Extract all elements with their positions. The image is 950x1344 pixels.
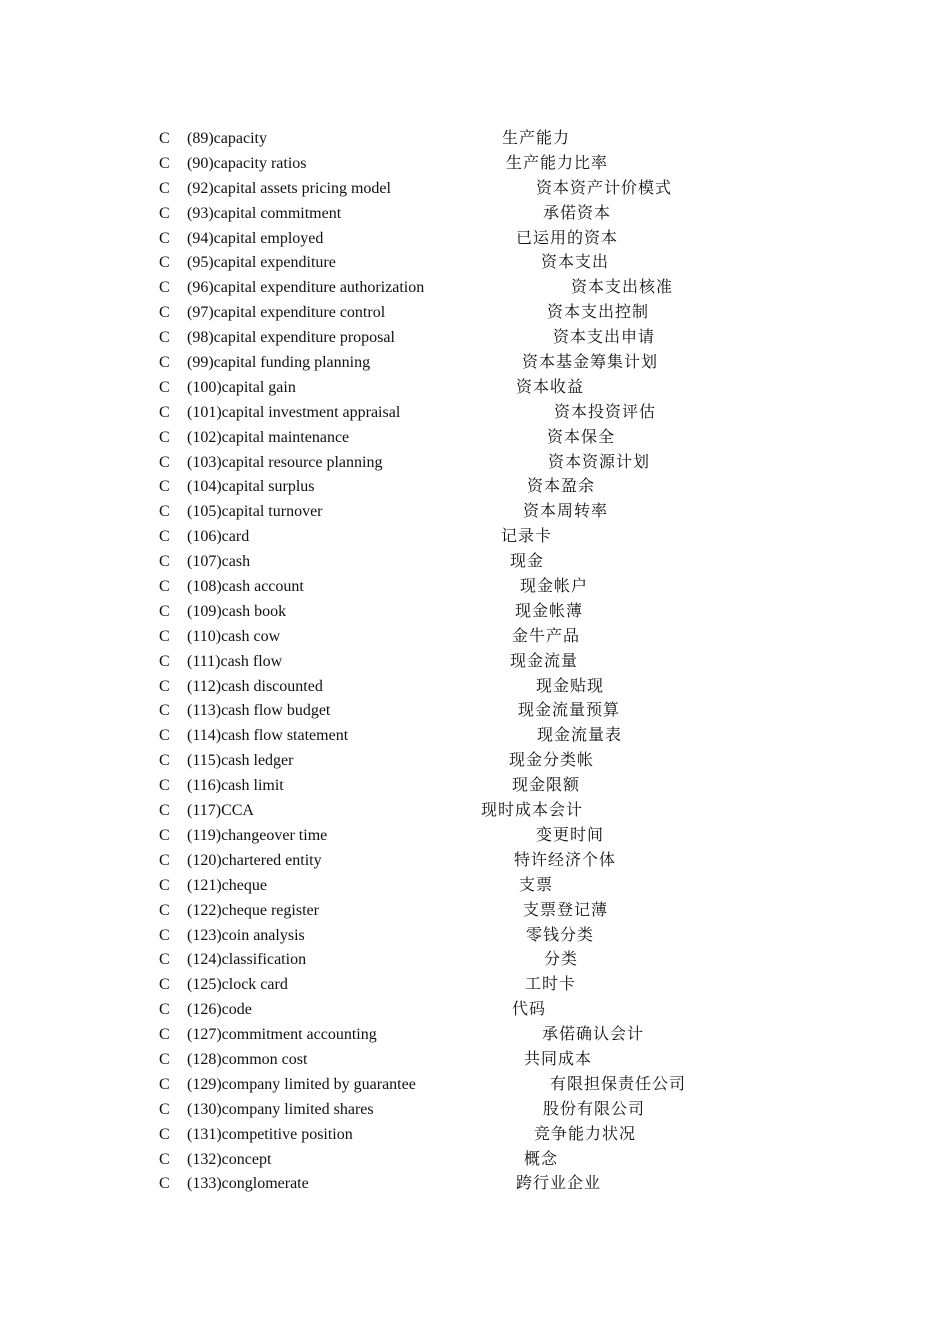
glossary-row (0, 202, 950, 227)
english-term: (98)capital expenditure proposal (187, 329, 395, 347)
section-letter: C (159, 428, 170, 446)
section-letter: C (159, 354, 170, 372)
chinese-translation: 零钱分类 (526, 926, 595, 944)
english-term: (120)chartered entity (187, 851, 322, 869)
chinese-translation: 概念 (524, 1150, 559, 1168)
section-letter: C (159, 204, 170, 222)
chinese-translation: 资本保全 (547, 428, 616, 446)
glossary-row (0, 251, 950, 276)
glossary-row (0, 1098, 950, 1123)
glossary-row (0, 799, 950, 824)
chinese-translation: 现金限额 (512, 777, 581, 795)
glossary-row (0, 675, 950, 700)
chinese-translation: 现金帐户 (520, 578, 589, 596)
glossary-row (0, 575, 950, 600)
glossary-row (0, 475, 950, 500)
glossary-row (0, 749, 950, 774)
chinese-translation: 资本投资评估 (554, 403, 657, 421)
english-term: (133)conglomerate (187, 1175, 309, 1193)
section-letter: C (159, 229, 170, 247)
glossary-list (0, 127, 950, 1197)
section-letter: C (159, 304, 170, 322)
chinese-translation: 现金流量表 (537, 727, 623, 745)
glossary-row (0, 227, 950, 252)
glossary-row (0, 1048, 950, 1073)
english-term: (101)capital investment appraisal (187, 403, 401, 421)
glossary-row (0, 1073, 950, 1098)
chinese-translation: 现金流量 (510, 652, 579, 670)
section-letter: C (159, 329, 170, 347)
english-term: (99)capital funding planning (187, 354, 371, 372)
chinese-translation: 记录卡 (501, 528, 553, 546)
english-term: (104)capital surplus (187, 478, 315, 496)
section-letter: C (159, 130, 170, 147)
glossary-row (0, 699, 950, 724)
chinese-translation: 资本支出核准 (571, 279, 674, 297)
glossary-row (0, 401, 950, 426)
english-term: (95)capital expenditure (187, 254, 336, 272)
english-term: (92)capital assets pricing model (187, 179, 391, 197)
section-letter: C (159, 777, 170, 795)
chinese-translation: 承偌确认会计 (542, 1026, 645, 1044)
glossary-row (0, 774, 950, 799)
chinese-translation: 支票登记薄 (523, 901, 609, 919)
english-term: (115)cash ledger (187, 752, 294, 770)
chinese-translation: 金牛产品 (512, 627, 581, 645)
section-letter: C (159, 179, 170, 197)
english-term: (108)cash account (187, 578, 304, 596)
english-term: (130)company limited shares (187, 1100, 374, 1118)
chinese-translation: 现金帐薄 (515, 602, 584, 620)
glossary-row (0, 451, 950, 476)
english-term: (110)cash cow (187, 627, 281, 645)
glossary-row (0, 426, 950, 451)
section-letter: C (159, 1050, 170, 1068)
english-term: (105)capital turnover (187, 503, 323, 521)
glossary-row (0, 899, 950, 924)
english-term: (100)capital gain (187, 378, 296, 396)
english-term: (126)code (187, 1001, 252, 1019)
english-term: (107)cash (187, 553, 251, 571)
section-letter: C (159, 876, 170, 894)
glossary-row (0, 948, 950, 973)
glossary-row (0, 376, 950, 401)
chinese-translation: 现时成本会计 (481, 802, 584, 820)
chinese-translation: 资本资源计划 (548, 453, 651, 471)
english-term: (129)company limited by guarantee (187, 1075, 416, 1093)
english-term: (127)commitment accounting (187, 1026, 377, 1044)
section-letter: C (159, 553, 170, 571)
section-letter: C (159, 1026, 170, 1044)
section-letter: C (159, 578, 170, 596)
glossary-row (0, 500, 950, 525)
section-letter: C (159, 652, 170, 670)
english-term: (96)capital expenditure authorization (187, 279, 425, 297)
chinese-translation: 现金 (510, 553, 545, 571)
chinese-translation: 已运用的资本 (516, 229, 619, 247)
english-term: (119)changeover time (187, 826, 328, 844)
section-letter: C (159, 727, 170, 745)
english-term: (116)cash limit (187, 777, 284, 795)
english-term: (89)capacity (187, 130, 267, 147)
glossary-row (0, 824, 950, 849)
glossary-row (0, 874, 950, 899)
section-letter: C (159, 1175, 170, 1193)
glossary-row (0, 724, 950, 749)
section-letter: C (159, 254, 170, 272)
section-letter: C (159, 802, 170, 820)
english-term: (90)capacity ratios (187, 154, 307, 172)
section-letter: C (159, 752, 170, 770)
section-letter: C (159, 1125, 170, 1143)
english-term: (131)competitive position (187, 1125, 353, 1143)
glossary-row (0, 326, 950, 351)
chinese-translation: 现金分类帐 (509, 752, 595, 770)
english-term: (121)cheque (187, 876, 267, 894)
chinese-translation: 有限担保责任公司 (550, 1075, 687, 1093)
english-term: (94)capital employed (187, 229, 324, 247)
chinese-translation: 资本盈余 (527, 478, 596, 496)
english-term: (109)cash book (187, 602, 287, 620)
english-term: (97)capital expenditure control (187, 304, 386, 322)
english-term: (93)capital commitment (187, 204, 342, 222)
english-term: (124)classification (187, 951, 307, 969)
chinese-translation: 资本周转率 (523, 503, 609, 521)
chinese-translation: 生产能力 (502, 130, 571, 147)
english-term: (128)common cost (187, 1050, 308, 1068)
english-term: (114)cash flow statement (187, 727, 349, 745)
chinese-translation: 共同成本 (524, 1050, 593, 1068)
section-letter: C (159, 602, 170, 620)
section-letter: C (159, 702, 170, 720)
english-term: (125)clock card (187, 976, 288, 994)
glossary-row (0, 600, 950, 625)
chinese-translation: 现金贴现 (536, 677, 605, 695)
section-letter: C (159, 851, 170, 869)
chinese-translation: 资本支出申请 (553, 329, 656, 347)
glossary-row (0, 276, 950, 301)
chinese-translation: 现金流量预算 (518, 702, 621, 720)
glossary-row (0, 924, 950, 949)
glossary-row (0, 650, 950, 675)
chinese-translation: 生产能力比率 (506, 154, 609, 172)
chinese-translation: 支票 (519, 876, 554, 894)
english-term: (132)concept (187, 1150, 272, 1168)
glossary-row (0, 1172, 950, 1197)
section-letter: C (159, 403, 170, 421)
glossary-row (0, 301, 950, 326)
glossary-row (0, 1148, 950, 1173)
english-term: (103)capital resource planning (187, 453, 383, 471)
section-letter: C (159, 478, 170, 496)
section-letter: C (159, 901, 170, 919)
section-letter: C (159, 1075, 170, 1093)
english-term: (123)coin analysis (187, 926, 305, 944)
section-letter: C (159, 1100, 170, 1118)
glossary-row (0, 625, 950, 650)
chinese-translation: 股份有限公司 (543, 1100, 646, 1118)
english-term: (106)card (187, 528, 250, 546)
section-letter: C (159, 528, 170, 546)
chinese-translation: 资本支出 (541, 254, 610, 272)
chinese-translation: 资本基金筹集计划 (522, 354, 659, 372)
glossary-row (0, 973, 950, 998)
chinese-translation: 代码 (512, 1001, 547, 1019)
glossary-row (0, 525, 950, 550)
english-term: (117)CCA (187, 802, 254, 820)
section-letter: C (159, 926, 170, 944)
section-letter: C (159, 627, 170, 645)
chinese-translation: 变更时间 (536, 826, 605, 844)
chinese-translation: 工时卡 (525, 976, 577, 994)
section-letter: C (159, 503, 170, 521)
chinese-translation: 分类 (544, 951, 579, 969)
glossary-row (0, 177, 950, 202)
english-term: (102)capital maintenance (187, 428, 350, 446)
glossary-row (0, 1023, 950, 1048)
glossary-row (0, 1123, 950, 1148)
section-letter: C (159, 1150, 170, 1168)
chinese-translation: 竞争能力状况 (534, 1125, 637, 1143)
glossary-row (0, 998, 950, 1023)
glossary-row (0, 849, 950, 874)
english-term: (111)cash flow (187, 652, 283, 670)
section-letter: C (159, 453, 170, 471)
section-letter: C (159, 279, 170, 297)
glossary-row (0, 127, 950, 152)
section-letter: C (159, 951, 170, 969)
chinese-translation: 承偌资本 (543, 204, 612, 222)
chinese-translation: 资本支出控制 (547, 304, 650, 322)
section-letter: C (159, 677, 170, 695)
english-term: (122)cheque register (187, 901, 319, 919)
glossary-row (0, 550, 950, 575)
glossary-row (0, 351, 950, 376)
chinese-translation: 特许经济个体 (514, 851, 617, 869)
chinese-translation: 资本收益 (516, 378, 585, 396)
section-letter: C (159, 1001, 170, 1019)
section-letter: C (159, 154, 170, 172)
english-term: (113)cash flow budget (187, 702, 331, 720)
glossary-row (0, 152, 950, 177)
section-letter: C (159, 976, 170, 994)
chinese-translation: 跨行业企业 (516, 1175, 602, 1193)
english-term: (112)cash discounted (187, 677, 323, 695)
section-letter: C (159, 826, 170, 844)
chinese-translation: 资本资产计价模式 (536, 179, 673, 197)
section-letter: C (159, 378, 170, 396)
